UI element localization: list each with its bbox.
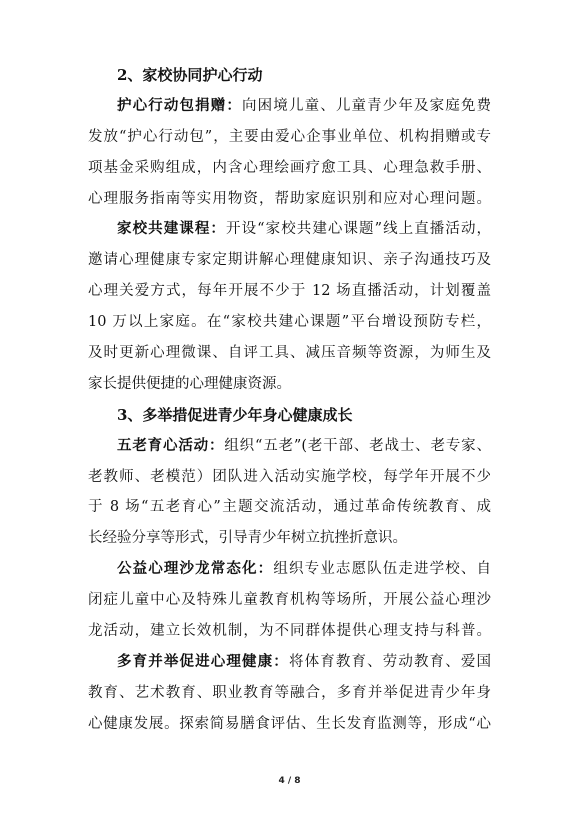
paragraph-line: 龙活动，建立长效机制，为不同群体提供心理支持与科普。 (88, 623, 491, 640)
paragraph-line: 教育、艺术教育、职业教育等融合，多育并举促进青少年身 (88, 684, 491, 701)
paragraph-lead: 多育并举促进心理健康： (117, 652, 289, 670)
paragraph-five-elders (88, 431, 491, 555)
line-text: 组织专业志愿队伍走进学校、自 (273, 561, 491, 578)
paragraph-line: 心健康发展。探索简易膳食评估、生长发育监测等，形成“心 (88, 715, 491, 732)
paragraph-psych-salon (88, 554, 491, 647)
line-text: 开设“家校共建心课题”线上直播活动， (226, 221, 491, 238)
line-text: 组织“五老”(老干部、老战士、老专家、 (224, 437, 491, 454)
page-number: 4 / 8 (278, 776, 301, 786)
paragraph-line (88, 214, 491, 245)
paragraph-lead: 五老育心活动： (117, 436, 225, 454)
paragraph-line (88, 91, 491, 122)
paragraph-line: 于 8 场“五老育心”主题交流活动，通过革命传统教育、成 (88, 499, 491, 516)
paragraph-line (88, 647, 491, 678)
paragraph-line: 家长提供便捷的心理健康资源。 (88, 375, 291, 392)
paragraph-line: 及时更新心理微课、自评工具、减压音频等资源，为师生及 (88, 345, 491, 362)
paragraph-lead: 公益心理沙龙常态化： (117, 560, 274, 578)
line-text: 将体育教育、劳动教育、爱国 (288, 653, 491, 670)
paragraph-line: 邀请心理健康专家定期讲解心理健康知识、亲子沟通技巧及 (88, 252, 491, 269)
paragraph-home-school-course (88, 214, 491, 399)
paragraph-lead: 家校共建课程： (117, 220, 226, 238)
paragraph-line: 发放“护心行动包”，主要由爱心企事业单位、机构捐赠或专 (88, 128, 491, 145)
paragraph-line: 10 万以上家庭。在“家校共建心课题”平台增设预防专栏， (88, 314, 491, 331)
section-heading: 2、家校协同护心行动 (117, 66, 263, 84)
paragraph-line: 长经验分享等形式，引导青少年树立抗挫折意识。 (88, 530, 407, 547)
paragraph-line (88, 554, 491, 585)
paragraph-line: 心理关爱方式，每年开展不少于 12 场直播活动，计划覆盖 (88, 283, 491, 300)
paragraph-line: 老教师、老模范）团队进入活动实施学校，每学年开展不少 (88, 468, 491, 485)
paragraph-lead: 护心行动包捐赠： (117, 96, 243, 114)
paragraph-multi-education (88, 647, 491, 740)
page-content (88, 60, 491, 740)
paragraph-care-kit-donation (88, 91, 491, 215)
line-text: 向困境儿童、儿童青少年及家庭免费 (242, 97, 491, 114)
paragraph-line: 项基金采购组成，内含心理绘画疗愈工具、心理急救手册、 (88, 159, 491, 176)
paragraph-line: 闭症儿童中心及特殊儿童教育机构等场所，开展公益心理沙 (88, 592, 491, 609)
paragraph-line: 心理服务指南等实用物资，帮助家庭识别和应对心理问题。 (88, 190, 491, 207)
section-heading: 3、多举措促进青少年身心健康成长 (117, 405, 353, 424)
paragraph-line (88, 431, 491, 462)
